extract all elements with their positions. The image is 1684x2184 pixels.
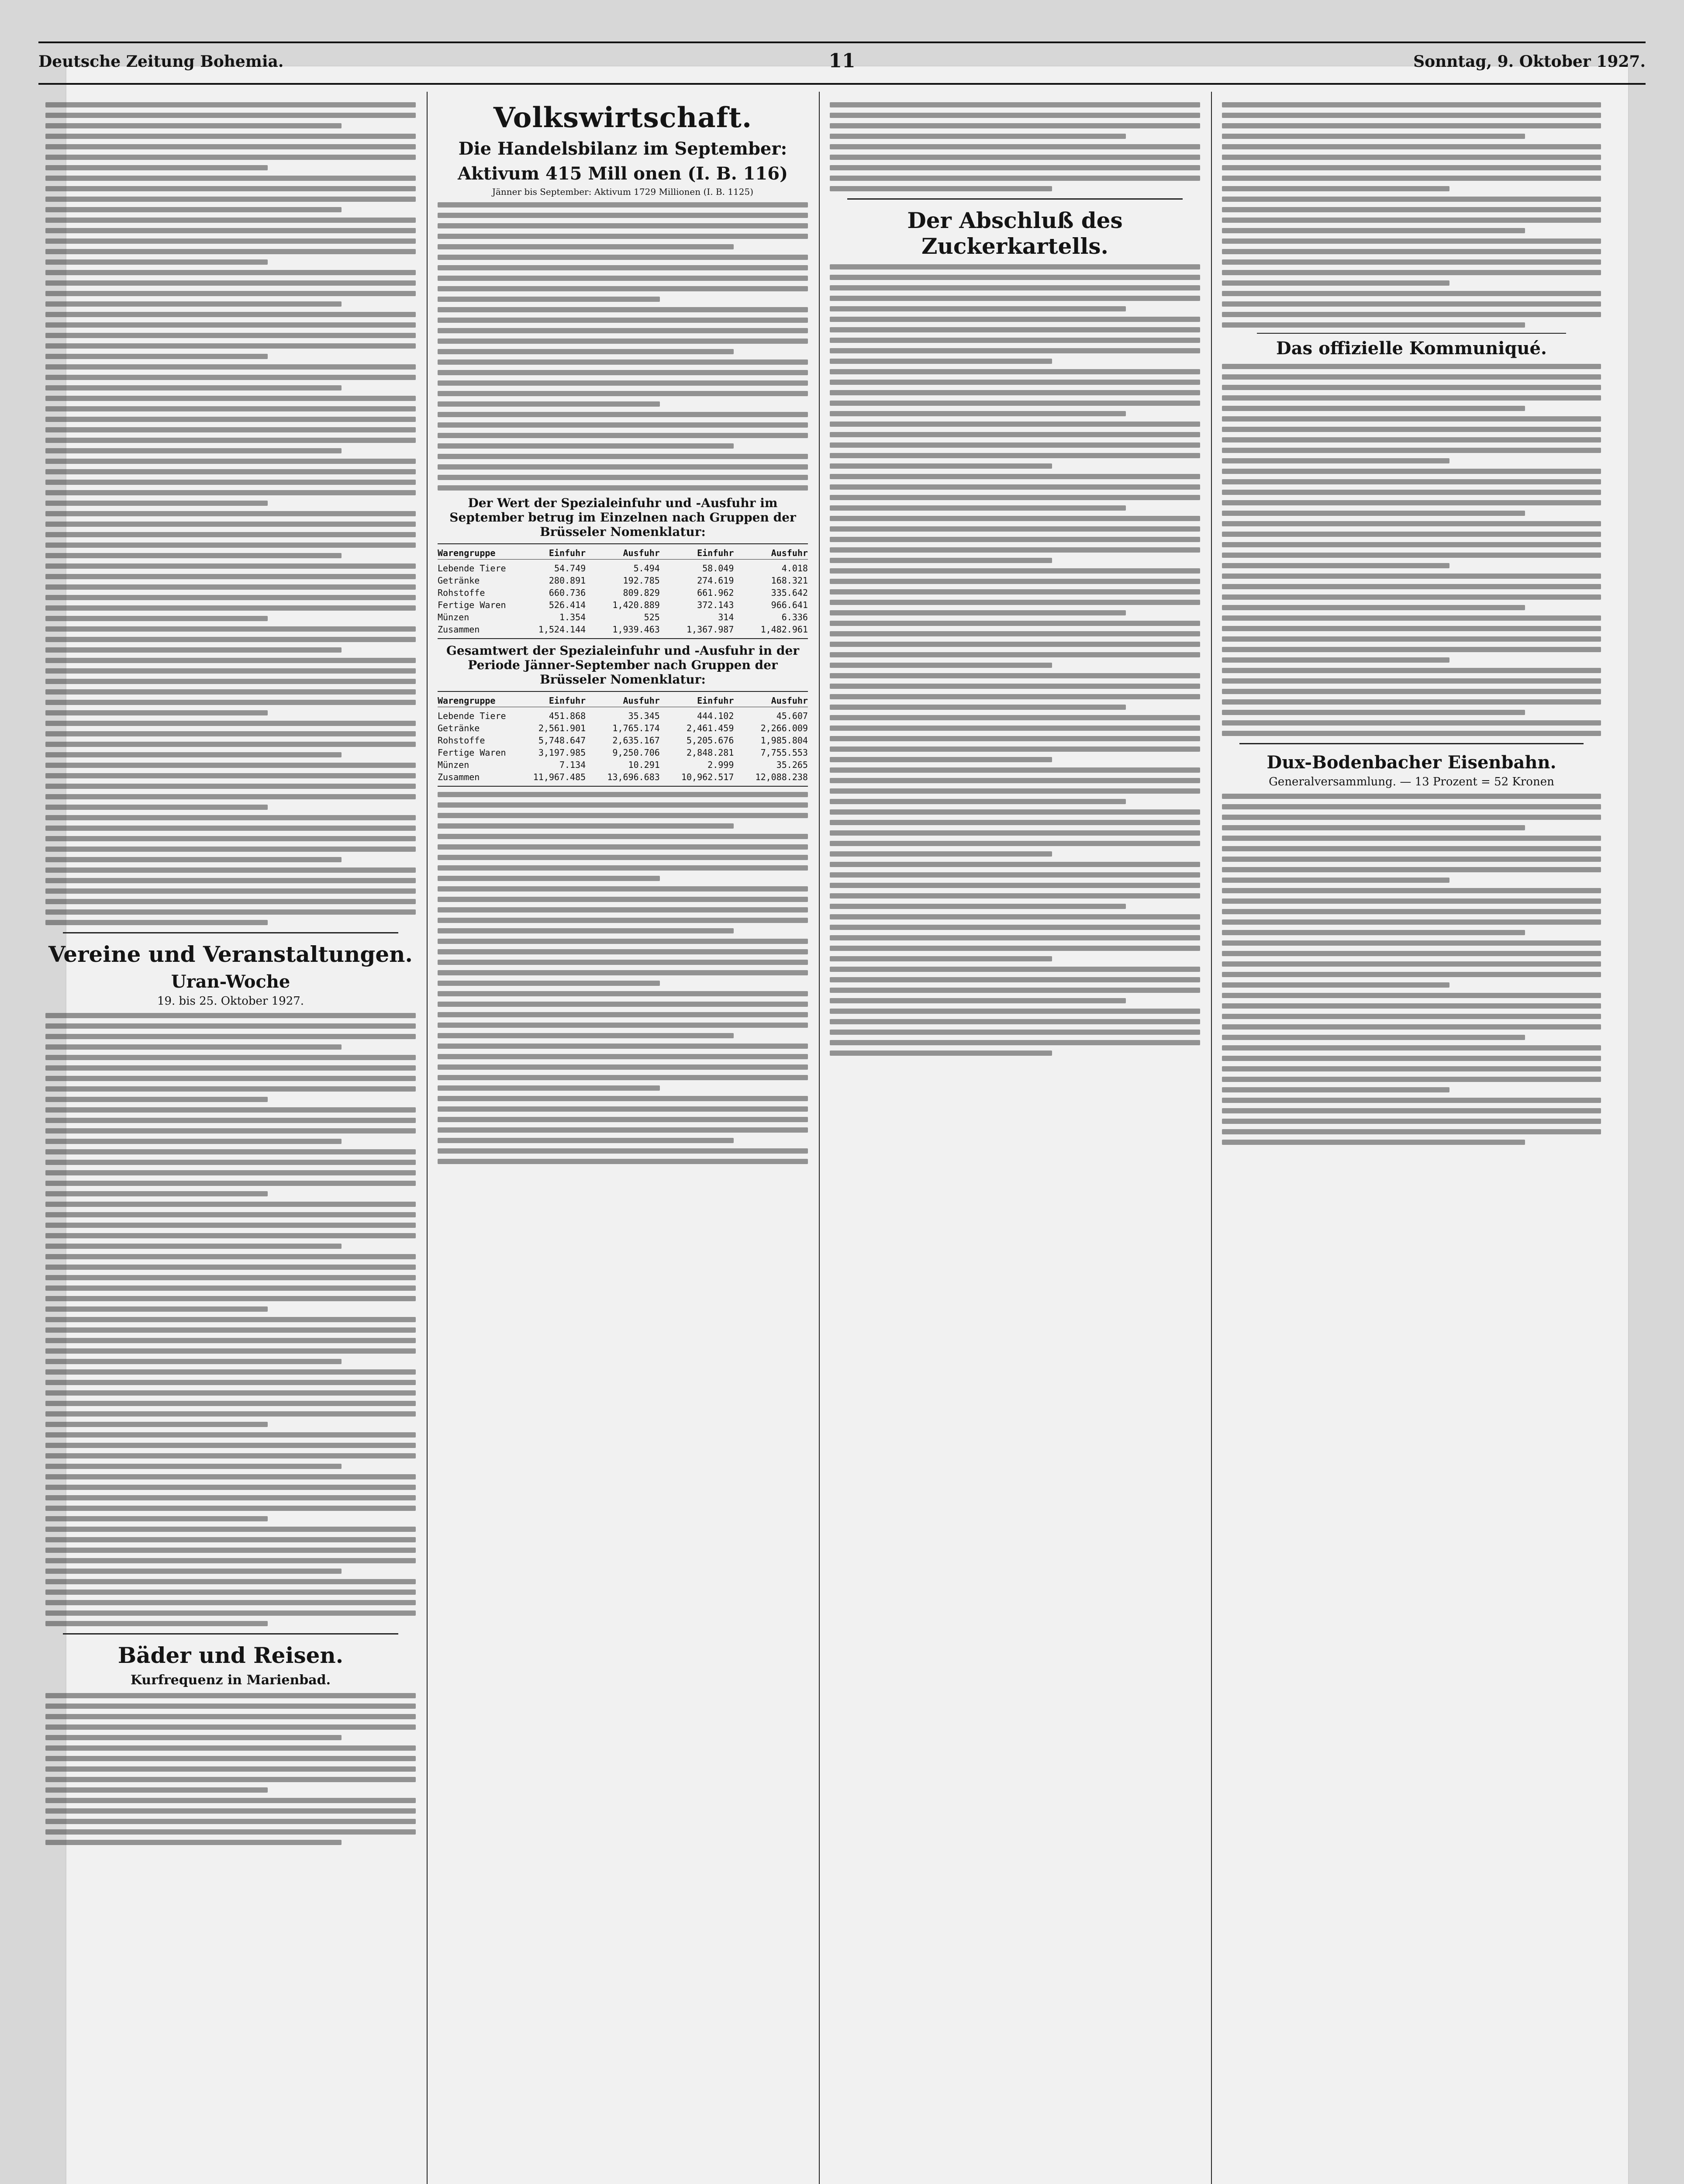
header-page-number: 11	[828, 50, 856, 72]
table-cell: 54.749	[554, 563, 586, 574]
table-cell: 274.619	[697, 575, 734, 586]
article-subtitle: Generalversammlung. — 13 Prozent = 52 Kronen	[1269, 775, 1554, 788]
table-cell: 451.868	[549, 711, 586, 721]
column-divider	[819, 92, 820, 2184]
table-cell: 1,524.144	[538, 624, 586, 635]
table-cell: 58.049	[702, 563, 734, 574]
table-cell: Lebende Tiere	[438, 563, 506, 574]
table-row	[438, 759, 808, 771]
table-cell: 7,755.553	[760, 747, 808, 758]
header-left: Deutsche Zeitung Bohemia.	[38, 52, 284, 71]
table-cell: 1,420.889	[612, 600, 660, 610]
data-table-1	[438, 543, 808, 639]
table-cell: 1,939.463	[612, 624, 660, 635]
table-header-cell: Warengruppe	[438, 548, 496, 558]
section-rule	[1239, 743, 1584, 744]
table-cell: 372.143	[697, 600, 734, 610]
article-lead: Jänner bis September: Aktivum 1729 Millionen (I. B. 1125)	[492, 187, 754, 197]
table-cell: 2,461.459	[687, 723, 734, 733]
table-cell: 45.607	[776, 711, 808, 721]
table-cell: 1,985.804	[760, 735, 808, 746]
table-header-cell: Ausfuhr	[771, 695, 808, 706]
table-cell: 2.999	[707, 760, 734, 770]
table-cell: 10.291	[628, 760, 660, 770]
table-cell: 4.018	[781, 563, 808, 574]
table-cell: Fertige Waren	[438, 600, 506, 610]
article-text	[830, 264, 1200, 1056]
table-cell: 525	[644, 612, 660, 622]
article-text	[45, 102, 416, 925]
table-cell: Rohstoffe	[438, 587, 485, 598]
top-rule	[38, 41, 1646, 48]
table-cell: 444.102	[697, 711, 734, 721]
article-text	[45, 1693, 416, 1845]
column-divider	[427, 92, 428, 2184]
table-row	[438, 587, 808, 599]
table-cell: Zusammen	[438, 624, 480, 635]
article-title: Die Handelsbilanz im September:	[458, 138, 787, 159]
article-text	[438, 792, 808, 1164]
table-cell: 35.345	[628, 711, 660, 721]
data-table-2	[438, 691, 808, 787]
section-title: Das offizielle Kommuniqué.	[1276, 338, 1547, 359]
table-row	[438, 599, 808, 611]
article-text	[45, 1013, 416, 1626]
table-cell: 1.354	[559, 612, 586, 622]
section-rule	[847, 198, 1183, 200]
table-header-cell: Ausfuhr	[623, 548, 660, 558]
table-cell: 1,765.174	[612, 723, 660, 733]
article-text	[830, 102, 1200, 191]
table-cell: 660.736	[549, 587, 586, 598]
table-cell: 9,250.706	[612, 747, 660, 758]
table-cell: 6.336	[781, 612, 808, 622]
column-divider	[1211, 92, 1212, 2184]
column-4	[1215, 92, 1608, 2184]
table-header-row	[438, 695, 808, 707]
article-text	[438, 202, 808, 491]
table-cell: 35.265	[776, 760, 808, 770]
table-cell: 11,967.485	[533, 772, 586, 782]
table-row	[438, 710, 808, 722]
table-cell: 13,696.683	[607, 772, 660, 782]
table-cell: 5,748.647	[538, 735, 586, 746]
table-row	[438, 562, 808, 574]
table-row	[438, 771, 808, 783]
table-header-cell: Einfuhr	[697, 695, 734, 706]
table-cell: 2,848.281	[687, 747, 734, 758]
table-cell: 5.494	[633, 563, 660, 574]
table-header-cell: Ausfuhr	[623, 695, 660, 706]
table-cell: 280.891	[549, 575, 586, 586]
table-header-cell: Einfuhr	[549, 548, 586, 558]
table-cell: 192.785	[623, 575, 660, 586]
table-cell: Fertige Waren	[438, 747, 506, 758]
section-rule	[63, 1633, 398, 1635]
table-row	[438, 734, 808, 746]
section-title: Bäder und Reisen.	[117, 1642, 344, 1668]
table-cell: 661.962	[697, 587, 734, 598]
section-title: Vereine und Veranstaltungen.	[48, 941, 413, 967]
table-row	[438, 746, 808, 759]
article-title: Der Abschluß des Zuckerkartells.	[907, 207, 1123, 259]
table-row	[438, 623, 808, 636]
table-cell: 7.134	[559, 760, 586, 770]
section-rule	[63, 932, 398, 933]
table-cell: 2,266.009	[760, 723, 808, 733]
table-header-cell: Ausfuhr	[771, 548, 808, 558]
column-3	[823, 92, 1207, 2184]
section-subtitle: Uran-Woche	[171, 971, 290, 992]
table-cell: Getränke	[438, 575, 480, 586]
table-cell: Getränke	[438, 723, 480, 733]
table-cell: 5,205.676	[687, 735, 734, 746]
table-cell: Münzen	[438, 760, 469, 770]
section-rule	[1257, 333, 1566, 334]
table-cell: Rohstoffe	[438, 735, 485, 746]
header-rule	[38, 83, 1646, 85]
table-cell: Münzen	[438, 612, 469, 622]
section-dates: 19. bis 25. Oktober 1927.	[157, 995, 304, 1008]
table-cell: 1,367.987	[687, 624, 734, 635]
table-header-cell: Warengruppe	[438, 695, 496, 706]
article-text	[1222, 794, 1601, 1145]
table-row	[438, 574, 808, 587]
table-cell: 335.642	[771, 587, 808, 598]
table-header-cell: Einfuhr	[697, 548, 734, 558]
section-title: Volkswirtschaft.	[493, 101, 752, 134]
article-subtitle: Aktivum 415 Mill onen (I. B. 116)	[458, 163, 788, 184]
table-cell: 314	[718, 612, 734, 622]
table-cell: 2,561.901	[538, 723, 586, 733]
table-cell: 1,482.961	[760, 624, 808, 635]
section-subtitle: Kurfrequenz in Marienbad.	[130, 1673, 331, 1688]
table-cell: 809.829	[623, 587, 660, 598]
table-row	[438, 611, 808, 623]
article-title: Dux-Bodenbacher Eisenbahn.	[1266, 752, 1556, 773]
table-cell: Zusammen	[438, 772, 480, 782]
table-caption: Der Wert der Spezialeinfuhr und -Ausfuhr im September betrug im Einzelnen nach Gruppen der Brüsseler Nomenklatur:	[449, 496, 796, 539]
table-cell: 3,197.985	[538, 747, 586, 758]
table-caption: Gesamtwert der Spezialeinfuhr und -Ausfuhr in der Periode Jänner-September nach Gruppen der Brüsseler Nomenklatur:	[446, 643, 800, 687]
page-header	[38, 52, 1646, 92]
table-header-cell: Einfuhr	[549, 695, 586, 706]
article-text	[1222, 364, 1601, 736]
table-cell: 168.321	[771, 575, 808, 586]
table-row	[438, 722, 808, 734]
table-cell: 12,088.238	[755, 772, 808, 782]
table-cell: Lebende Tiere	[438, 711, 506, 721]
table-cell: 526.414	[549, 600, 586, 610]
table-cell: 10,962.517	[681, 772, 734, 782]
table-cell: 966.641	[771, 600, 808, 610]
table-cell: 2,635.167	[612, 735, 660, 746]
column-1	[38, 92, 423, 2184]
header-right: Sonntag, 9. Oktober 1927.	[1413, 52, 1646, 71]
table-header-row	[438, 547, 808, 560]
article-text	[1222, 102, 1601, 328]
column-2	[431, 92, 815, 2184]
